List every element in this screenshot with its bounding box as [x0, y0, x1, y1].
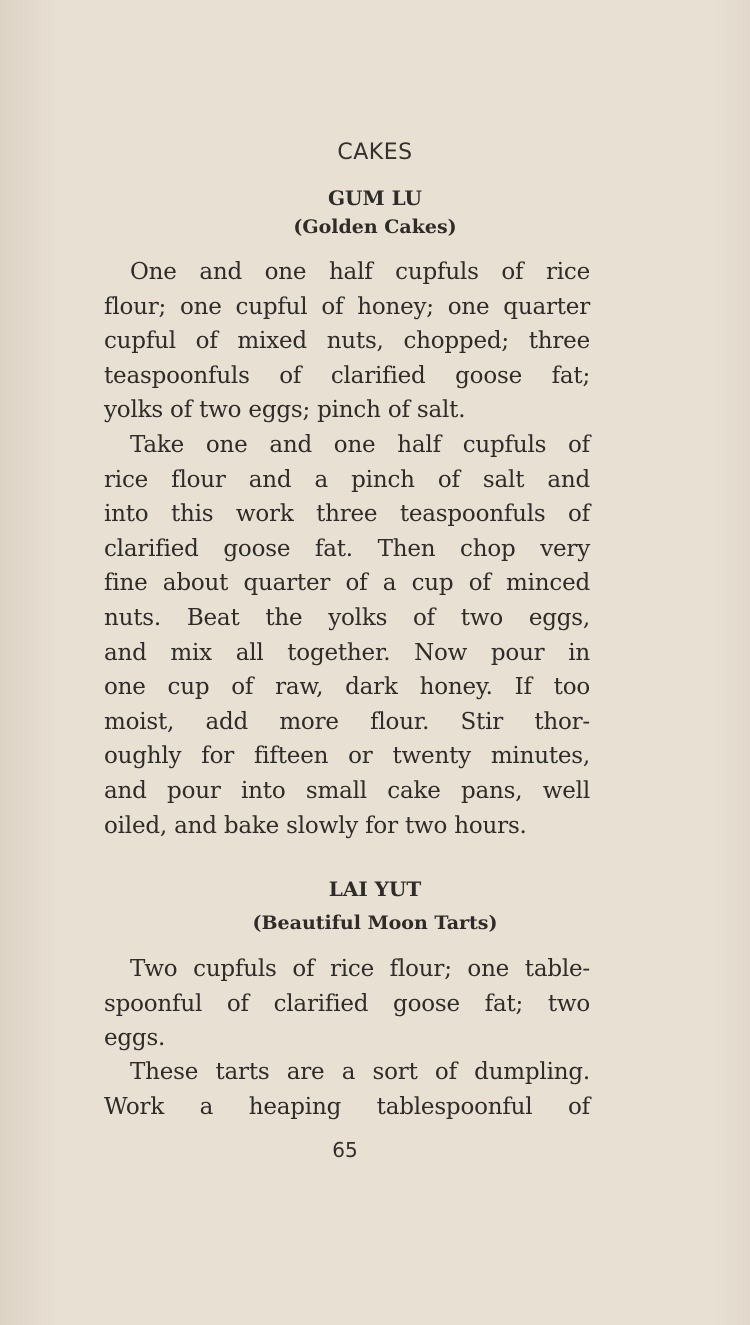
text-line: Work a heaping tablespoonful of: [104, 1093, 590, 1120]
text-line: Take one and one half cupfuls of: [130, 432, 590, 458]
text-line: and pour into small cake pans, well: [104, 777, 590, 804]
text-line: oughly for fifteen or twenty minutes,: [104, 743, 590, 770]
text-line: one cup of raw, dark honey. If too: [104, 674, 590, 701]
text-line: fine about quarter of a cup of minced: [104, 570, 590, 597]
recipe-title-lai-yut: LAI YUT: [328, 877, 422, 901]
ingredients-paragraph: [104, 952, 590, 1056]
text-line: into this work three teaspoonfuls of: [104, 501, 590, 528]
recipe-subtitle-beautiful-moon-tarts: (Beautiful Moon Tarts): [252, 912, 498, 934]
text-line: moist, add more flour. Stir thor-: [104, 708, 590, 735]
text-line: One and one half cupfuls of rice: [130, 259, 590, 285]
text-line: eggs.: [104, 1025, 166, 1052]
text-line: nuts. Beat the yolks of two eggs,: [104, 604, 590, 631]
text-line: and mix all together. Now pour in: [104, 639, 590, 666]
text-line: These tarts are a sort of dumpling.: [130, 1059, 590, 1085]
method-paragraph: [104, 1055, 590, 1124]
running-head: CAKES: [337, 140, 413, 165]
text-line: rice flour and a pinch of salt and: [104, 466, 590, 493]
text-line: teaspoonfuls of clarified goose fat;: [104, 362, 590, 389]
text-line: flour; one cupful of honey; one quarter: [104, 293, 590, 320]
method-paragraph: [104, 428, 590, 843]
text-line: clarified goose fat. Then chop very: [104, 535, 590, 562]
text-line: yolks of two eggs; pinch of salt.: [104, 397, 466, 424]
text-line: spoonful of clarified goose fat; two: [104, 990, 590, 1017]
recipe-title-gum-lu: GUM LU: [327, 186, 423, 210]
ingredients-paragraph: [104, 255, 590, 428]
recipe-subtitle-golden-cakes: (Golden Cakes): [293, 216, 457, 238]
page-number: 65: [332, 1138, 358, 1162]
text-line: oiled, and bake slowly for two hours.: [104, 812, 527, 839]
text-line: Two cupfuls of rice flour; one table-: [130, 956, 590, 982]
text-line: cupful of mixed nuts, chopped; three: [104, 328, 590, 355]
